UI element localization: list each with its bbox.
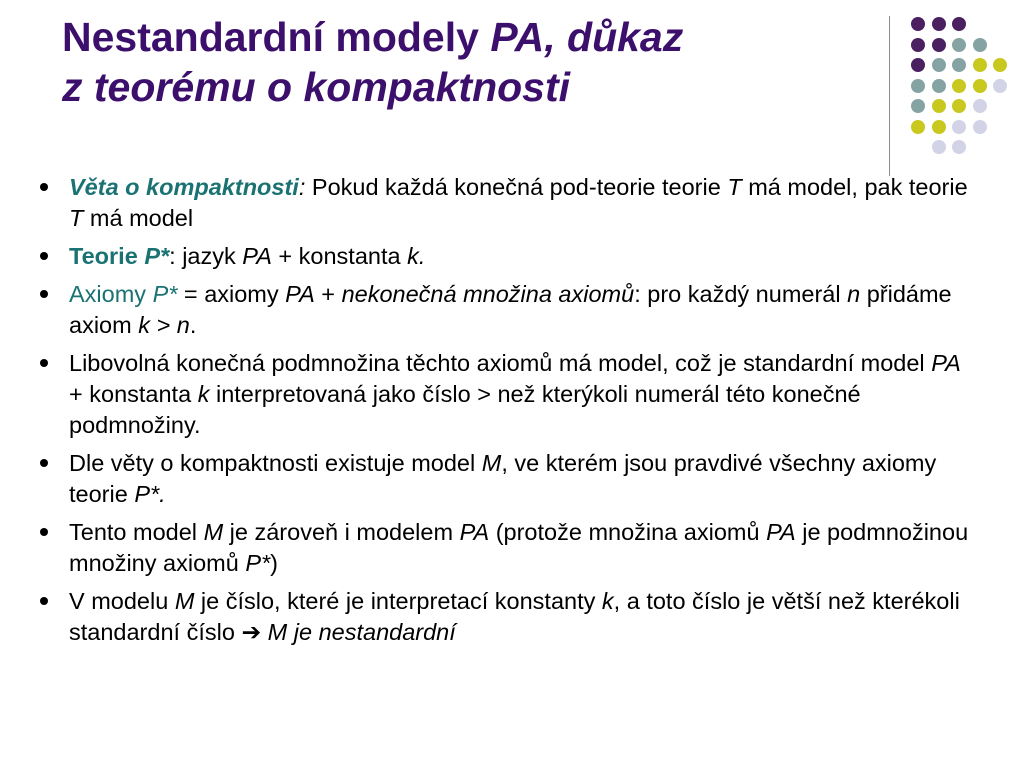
bullet-text-segment: Dle věty o kompaktnosti existuje model: [69, 450, 482, 476]
decorative-dot: [973, 58, 987, 72]
bullet-text-segment: interpretovaná jako číslo > než kterýkoli numerál této konečné podmnožiny.: [69, 381, 861, 438]
bullet-list: [40, 172, 975, 655]
bullet-item: [40, 586, 975, 648]
bullet-text-segment: je číslo, které je interpretací konstanty: [194, 588, 602, 614]
decorative-dot: [973, 99, 987, 113]
decorative-dot: [932, 120, 946, 134]
bullet-text-segment: T: [69, 205, 84, 231]
decorative-dot: [932, 38, 946, 52]
bullet-item: [40, 348, 975, 441]
decorative-dot: [911, 120, 925, 134]
bullet-text-segment: + konstanta: [271, 243, 408, 269]
bullet-text-segment: (protože množina axiomů: [489, 519, 767, 545]
decorative-dot: [911, 38, 925, 52]
bullet-text-segment: Axiomy: [69, 281, 153, 307]
decorative-dot: [952, 58, 966, 72]
bullet-text-segment: Věta o kompaktnosti: [69, 174, 299, 200]
bullet-text-segment: PA: [766, 519, 796, 545]
decorative-dot: [952, 120, 966, 134]
decorative-dot: [993, 58, 1007, 72]
decorative-dot: [952, 79, 966, 93]
bullet-text-segment: k: [197, 381, 210, 407]
title-line2-italic: z teorému o kompaktnosti: [62, 64, 571, 110]
bullet-text-segment: , ve kterém jsou pravdivé všechny axiomy teorie: [69, 450, 937, 507]
bullet-text-segment: je zároveň i modelem: [223, 519, 460, 545]
bullet-text-segment: PA: [931, 350, 961, 376]
decorative-dot: [973, 79, 987, 93]
bullet-text-segment: je podmnožinou množiny axiomů: [69, 519, 969, 576]
bullet-text-segment: k.: [407, 243, 426, 269]
bullet-text-segment: :: [298, 174, 306, 200]
bullet-text-segment: , a toto číslo je větší než kterékoli standardní číslo: [69, 588, 960, 645]
decorative-dot: [911, 79, 925, 93]
decorative-dot: [952, 140, 966, 154]
bullet-item: [40, 448, 975, 510]
bullet-text-segment: PA: [242, 243, 272, 269]
bullet-text-segment: +: [314, 281, 342, 307]
bullet-text-segment: M je nestandardní: [261, 619, 456, 645]
decorative-dot: [932, 140, 946, 154]
decorative-dot: [952, 38, 966, 52]
bullet-text-segment: přidáme axiom: [69, 281, 952, 338]
bullet-text-segment: n: [847, 281, 861, 307]
slide-title: [62, 12, 862, 112]
bullet-text-segment: M: [481, 450, 502, 476]
bullet-text-segment: Pokud každá konečná pod-teorie teorie: [305, 174, 728, 200]
bullet-text-segment: PA: [285, 281, 315, 307]
decorative-dot: [911, 58, 925, 72]
decorative-dot: [911, 99, 925, 113]
bullet-text-segment: k: [601, 588, 614, 614]
vertical-divider: [889, 16, 890, 176]
bullet-text-segment: Tento model: [69, 519, 204, 545]
decorative-dot: [973, 120, 987, 134]
bullet-text-segment: P*: [144, 243, 170, 269]
decorative-dot: [932, 17, 946, 31]
decorative-dot: [993, 79, 1007, 93]
title-line1-italic: PA, důkaz: [490, 14, 684, 60]
bullet-text-segment: .: [189, 312, 197, 338]
decorative-dot: [952, 17, 966, 31]
decorative-dot: [932, 58, 946, 72]
decorative-dot: [952, 99, 966, 113]
bullet-text-segment: P*: [152, 281, 178, 307]
bullet-text-segment: k > n: [138, 312, 190, 338]
bullet-text-segment: nekonečná množina axiomů: [341, 281, 635, 307]
bullet-text-segment: má model: [83, 205, 194, 231]
bullet-text-segment: PA: [459, 519, 490, 545]
decorative-dot: [932, 79, 946, 93]
bullet-text-segment: ➔: [241, 619, 262, 645]
bullet-text-segment: Teorie: [69, 243, 145, 269]
bullet-text-segment: = axiomy: [177, 281, 286, 307]
bullet-item: [40, 279, 975, 341]
bullet-text-segment: P*: [245, 550, 271, 576]
decorative-dot: [932, 99, 946, 113]
bullet-text-segment: V modelu: [69, 588, 175, 614]
bullet-item: [40, 172, 975, 234]
bullet-text-segment: Libovolná konečná podmnožina těchto axiomů má model, což je standardní model: [69, 350, 932, 376]
bullet-text-segment: má model, pak teorie: [741, 174, 968, 200]
title-line1-plain: Nestandardní modely: [62, 14, 491, 60]
bullet-item: [40, 241, 975, 272]
bullet-text-segment: ): [270, 550, 278, 576]
bullet-text-segment: M: [174, 588, 195, 614]
bullet-text-segment: P*.: [134, 481, 166, 507]
bullet-text-segment: : jazyk: [169, 243, 243, 269]
decorative-dot: [911, 17, 925, 31]
bullet-text-segment: T: [727, 174, 742, 200]
bullet-item: [40, 517, 975, 579]
bullet-text-segment: : pro každý numerál: [634, 281, 848, 307]
bullet-text-segment: + konstanta: [69, 381, 198, 407]
decorative-dot: [973, 38, 987, 52]
bullet-text-segment: M: [203, 519, 224, 545]
